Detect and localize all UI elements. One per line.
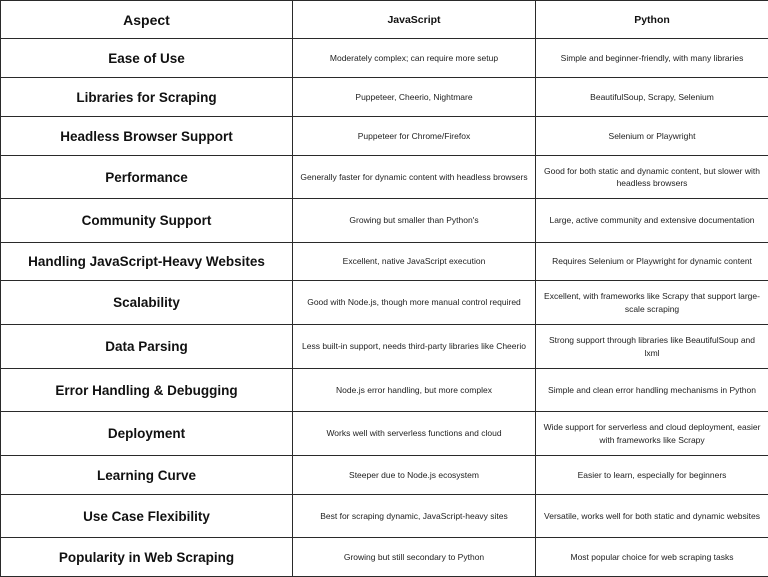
javascript-cell: Growing but smaller than Python's [293, 199, 536, 243]
javascript-cell: Good with Node.js, though more manual control required [293, 281, 536, 325]
aspect-cell: Error Handling & Debugging [1, 369, 293, 412]
python-cell: Large, active community and extensive documentation [536, 199, 768, 243]
header-python: Python [536, 1, 768, 39]
aspect-cell: Deployment [1, 412, 293, 456]
table-row [1, 156, 768, 199]
header-row [1, 1, 768, 39]
aspect-cell: Learning Curve [1, 456, 293, 495]
python-cell: Excellent, with frameworks like Scrapy that support large-scale scraping [536, 281, 768, 325]
table-row [1, 495, 768, 538]
python-cell: Wide support for serverless and cloud deployment, easier with frameworks like Scrapy [536, 412, 768, 456]
python-cell: Most popular choice for web scraping tasks [536, 538, 768, 577]
python-cell: Requires Selenium or Playwright for dynamic content [536, 243, 768, 281]
header-javascript: JavaScript [293, 1, 536, 39]
table-row [1, 369, 768, 412]
javascript-cell: Growing but still secondary to Python [293, 538, 536, 577]
python-cell: BeautifulSoup, Scrapy, Selenium [536, 78, 768, 117]
python-cell: Selenium or Playwright [536, 117, 768, 156]
table-row [1, 199, 768, 243]
aspect-cell: Use Case Flexibility [1, 495, 293, 538]
javascript-cell: Best for scraping dynamic, JavaScript-heavy sites [293, 495, 536, 538]
python-cell: Simple and clean error handling mechanisms in Python [536, 369, 768, 412]
javascript-cell: Moderately complex; can require more setup [293, 39, 536, 78]
aspect-cell: Scalability [1, 281, 293, 325]
header-aspect: Aspect [1, 1, 293, 39]
javascript-cell: Excellent, native JavaScript execution [293, 243, 536, 281]
javascript-cell: Steeper due to Node.js ecosystem [293, 456, 536, 495]
python-cell: Good for both static and dynamic content, but slower with headless browsers [536, 156, 768, 199]
javascript-cell: Puppeteer, Cheerio, Nightmare [293, 78, 536, 117]
table-row [1, 39, 768, 78]
table-row [1, 78, 768, 117]
aspect-cell: Popularity in Web Scraping [1, 538, 293, 577]
aspect-cell: Ease of Use [1, 39, 293, 78]
javascript-cell: Puppeteer for Chrome/Firefox [293, 117, 536, 156]
javascript-cell: Works well with serverless functions and cloud [293, 412, 536, 456]
table-row [1, 325, 768, 369]
python-cell: Easier to learn, especially for beginners [536, 456, 768, 495]
table-row [1, 281, 768, 325]
aspect-cell: Handling JavaScript-Heavy Websites [1, 243, 293, 281]
python-cell: Versatile, works well for both static and dynamic websites [536, 495, 768, 538]
aspect-cell: Data Parsing [1, 325, 293, 369]
aspect-cell: Headless Browser Support [1, 117, 293, 156]
aspect-cell: Performance [1, 156, 293, 199]
python-cell: Strong support through libraries like BeautifulSoup and lxml [536, 325, 768, 369]
javascript-cell: Generally faster for dynamic content with headless browsers [293, 156, 536, 199]
table-row [1, 412, 768, 456]
javascript-cell: Node.js error handling, but more complex [293, 369, 536, 412]
table-row [1, 456, 768, 495]
python-cell: Simple and beginner-friendly, with many libraries [536, 39, 768, 78]
table-row [1, 243, 768, 281]
aspect-cell: Libraries for Scraping [1, 78, 293, 117]
table-row [1, 117, 768, 156]
aspect-cell: Community Support [1, 199, 293, 243]
table-row [1, 538, 768, 577]
javascript-cell: Less built-in support, needs third-party libraries like Cheerio [293, 325, 536, 369]
